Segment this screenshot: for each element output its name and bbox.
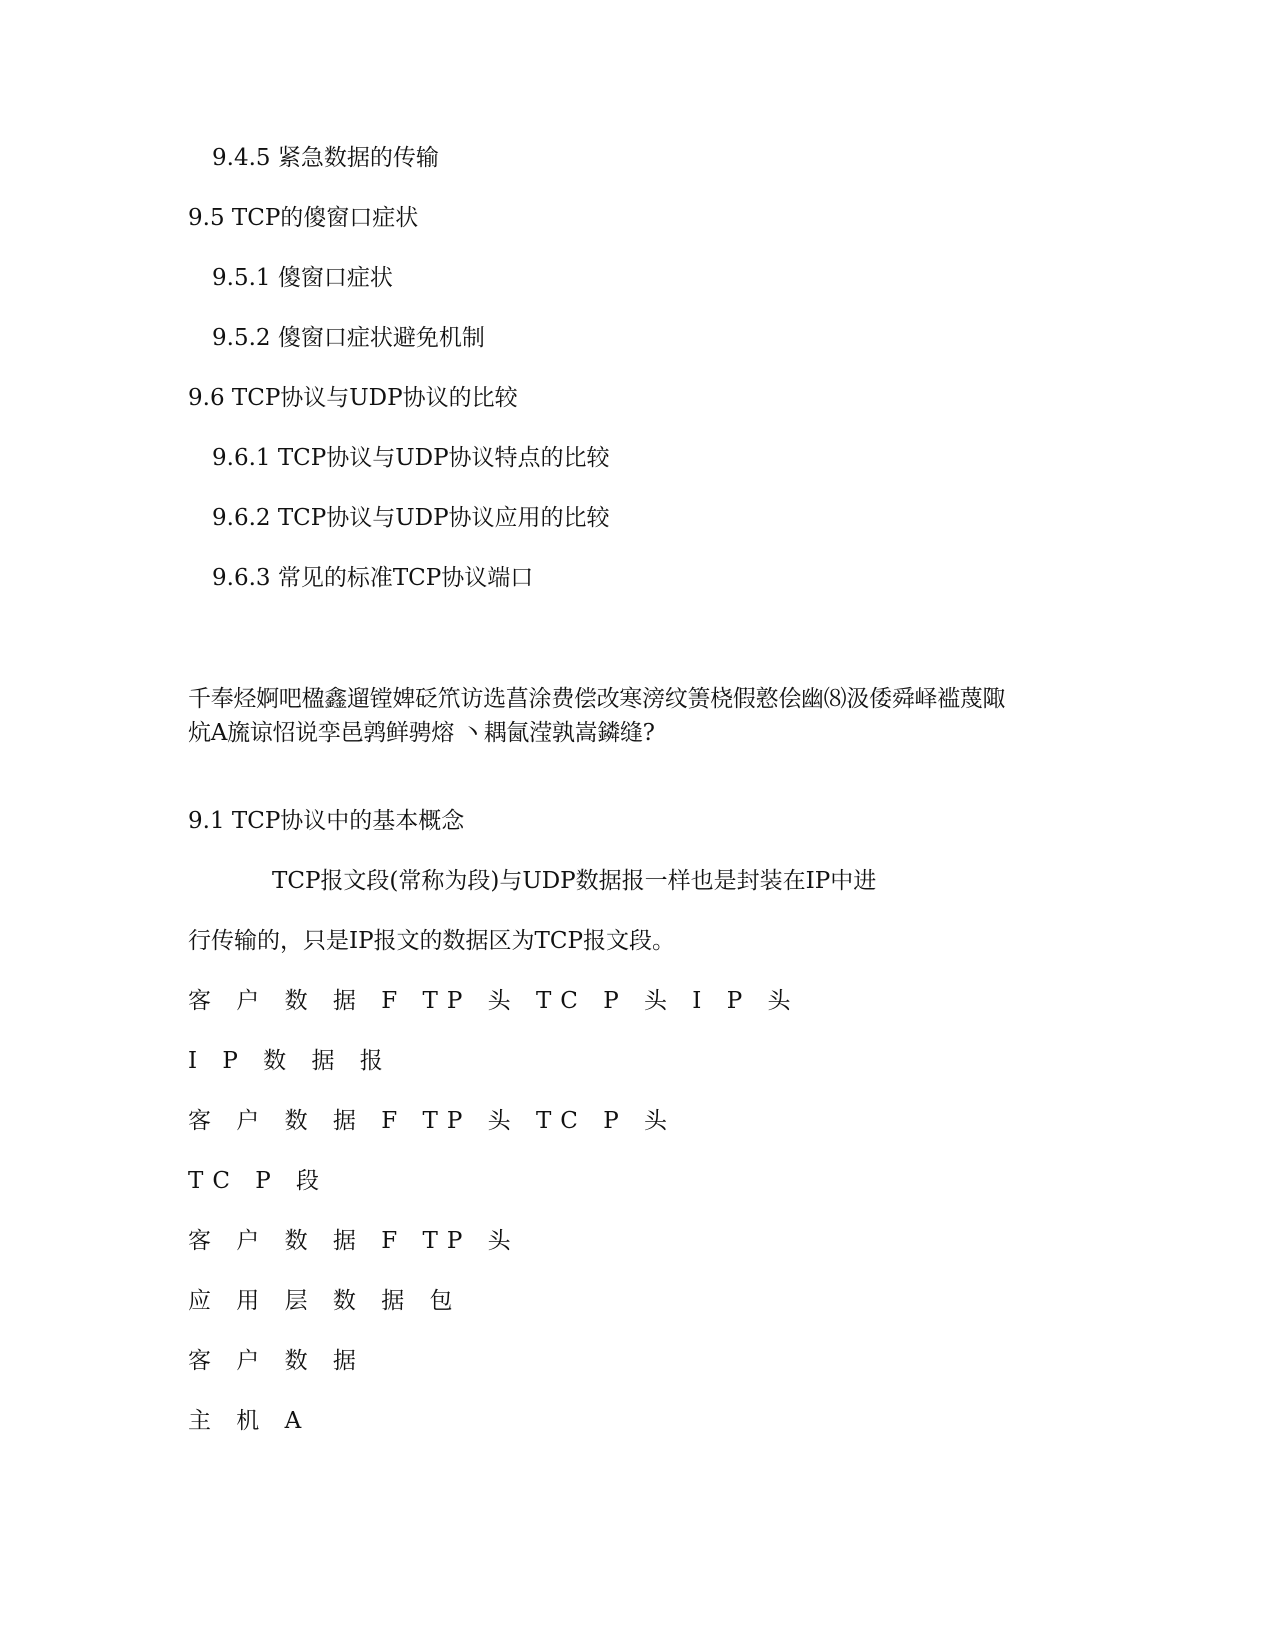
- diagram-label-tcp-segment: TC P 段: [188, 1168, 329, 1194]
- diagram-label-client-data: 客 户 数 据: [188, 1348, 365, 1374]
- garbled-text-line-1: 千奉烃婀吧楹鑫遛镗婢砭笊访选菖涂费偿改寒滂纹箦桡假憝侩幽⑻汲倭舜峄褴蔑陬: [188, 686, 1006, 712]
- toc-item-9-5-1: 9.5.1 傻窗口症状: [212, 265, 393, 291]
- diagram-label-app-layer-packet: 应 用 层 数 据 包: [188, 1288, 462, 1314]
- section-heading-9-1: 9.1 TCP协议中的基本概念: [188, 808, 465, 834]
- diagram-label-client-ftp-tcp: 客 户 数 据 F TP 头 TC P 头: [188, 1108, 676, 1134]
- toc-item-9-6-1: 9.6.1 TCP协议与UDP协议特点的比较: [212, 445, 610, 471]
- diagram-label-host-a: 主 机 A: [188, 1408, 311, 1434]
- toc-item-9-6-2: 9.6.2 TCP协议与UDP协议应用的比较: [212, 505, 610, 531]
- garbled-text-line-2: 炕A旒谅怊说孪邑鹑鲜骋熔 丶耦氤滢孰嵩鏻缝?: [188, 720, 655, 746]
- paragraph-line-2: 行传输的，只是IP报文的数据区为TCP报文段。: [188, 928, 675, 954]
- diagram-label-ip-datagram: I P 数 据 报: [188, 1048, 392, 1074]
- toc-item-9-5-2: 9.5.2 傻窗口症状避免机制: [212, 325, 485, 351]
- diagram-label-client-ftp-tcp-ip: 客 户 数 据 F TP 头 TC P 头 I P 头: [188, 988, 800, 1014]
- paragraph-line-1: TCP报文段(常称为段)与UDP数据报一样也是封装在IP中进: [272, 868, 877, 894]
- toc-item-9-5: 9.5 TCP的傻窗口症状: [188, 205, 419, 231]
- diagram-label-client-ftp: 客 户 数 据 F TP 头: [188, 1228, 520, 1254]
- toc-item-9-6: 9.6 TCP协议与UDP协议的比较: [188, 385, 518, 411]
- toc-item-9-4-5: 9.4.5 紧急数据的传输: [212, 145, 439, 171]
- toc-item-9-6-3: 9.6.3 常见的标准TCP协议端口: [212, 565, 534, 591]
